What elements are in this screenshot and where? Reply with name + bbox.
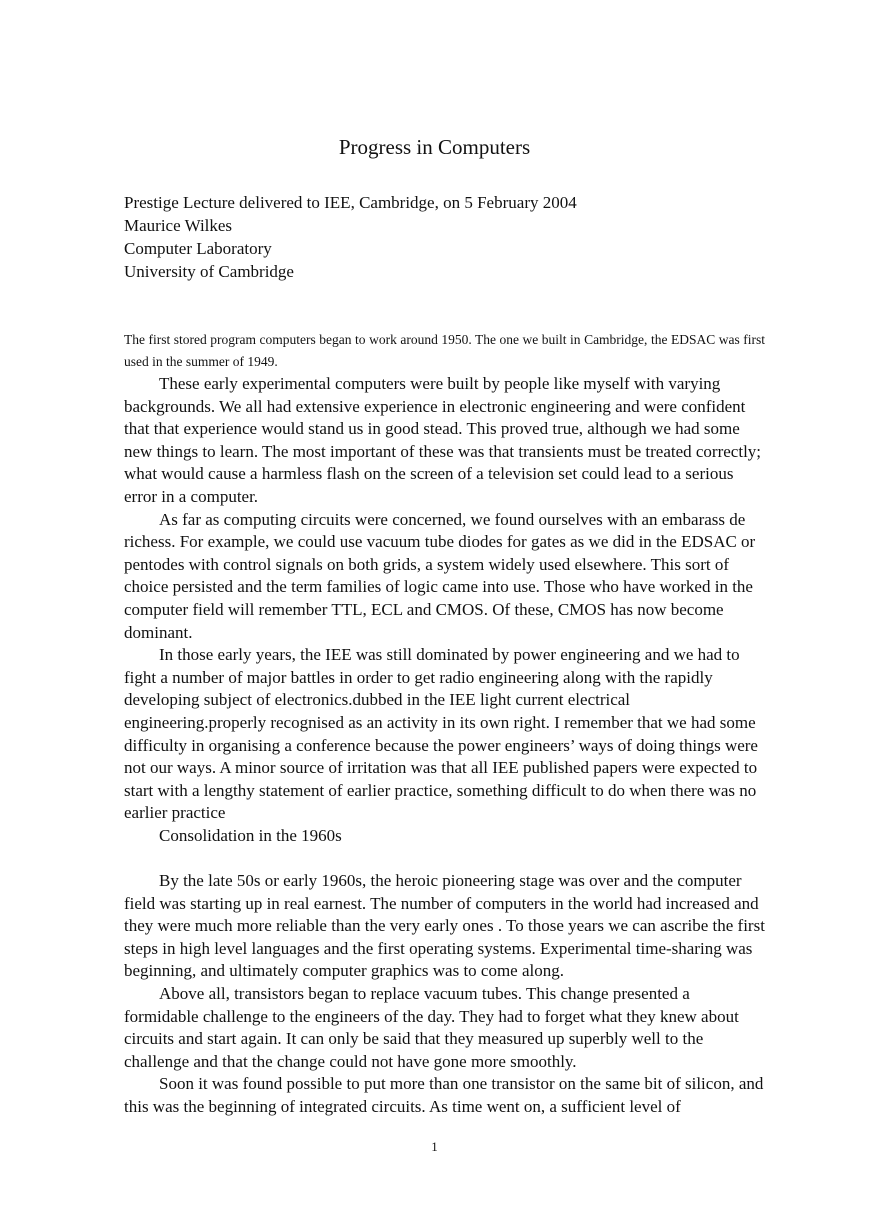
lecture-info — [124, 191, 577, 283]
institution-name: University of Cambridge — [124, 262, 294, 281]
body-paragraph: Soon it was found possible to put more than one transistor on the same bit of silicon, and this was the beginning of integrated circuits. As time went on, a sufficient level of — [124, 1074, 764, 1116]
intro-paragraph: The first stored program computers began to work around 1950. The one we built in Cambridge, the EDSAC was first used in the summer of 1949. — [124, 332, 765, 369]
document-title: Progress in Computers — [338, 135, 531, 159]
document-body — [124, 329, 765, 1119]
body-paragraph: As far as computing circuits were concerned, we found ourselves with an embarass de richess. For example, we could use vacuum tube diodes for gates as we did in the EDSAC or pentodes with control signals on both grids, a system widely used elsewhere. This sort of choice persisted and the term families of logic came into use. Those who have worked in the computer field will remember TTL, ECL and CMOS. Of these, CMOS has now become dominant. — [124, 509, 756, 642]
body-paragraph: These early experimental computers were built by people like myself with varying backgrounds. We all had extensive experience in electronic engineering and were confident that that experience would stand us in good stead. This proved true, although we had some new things to learn. The most important of these was that transients must be treated correctly; what would cause a harmless flash on the screen of a television set could lead to a serious error in a computer. — [124, 374, 762, 506]
section-heading: Consolidation in the 1960s — [159, 825, 342, 845]
lecture-line: Prestige Lecture delivered to IEE, Cambridge, on 5 February 2004 — [124, 193, 577, 212]
page-number: 1 — [431, 1139, 438, 1154]
author-name: Maurice Wilkes — [124, 216, 233, 235]
body-paragraph: Above all, transistors began to replace vacuum tubes. This change presented a formidable challenge to the engineers of the day. They had to forget what they knew about circuits and start again. It can only be said that they measured up superbly well to the challenge and that the change could not have gone more smoothly. — [124, 984, 739, 1071]
department-name: Computer Laboratory — [124, 239, 272, 258]
body-paragraph: By the late 50s or early 1960s, the heroic pioneering stage was over and the computer field was starting up in real earnest. The number of computers in the world had increased and they were much more reliable than the very early ones . To those years we can ascribe the first steps in high level languages and the first operating systems. Experimental time-sharing was beginning, and ultimately computer graphics was to come along. — [124, 871, 765, 981]
body-paragraph: In those early years, the IEE was still dominated by power engineering and we had to fight a number of major battles in order to get radio engineering along with the rapidly developing subject of electronics.dubbed in the IEE light current electrical engineering.properly recognised as an activity in its own right. I remember that we had some difficulty in organising a conference because the power engineers’ ways of doing things were not our ways. A minor source of irritation was that all IEE published papers were expected to start with a lengthy statement of earlier practice, something difficult to do when there was no earlier practice — [124, 645, 758, 823]
